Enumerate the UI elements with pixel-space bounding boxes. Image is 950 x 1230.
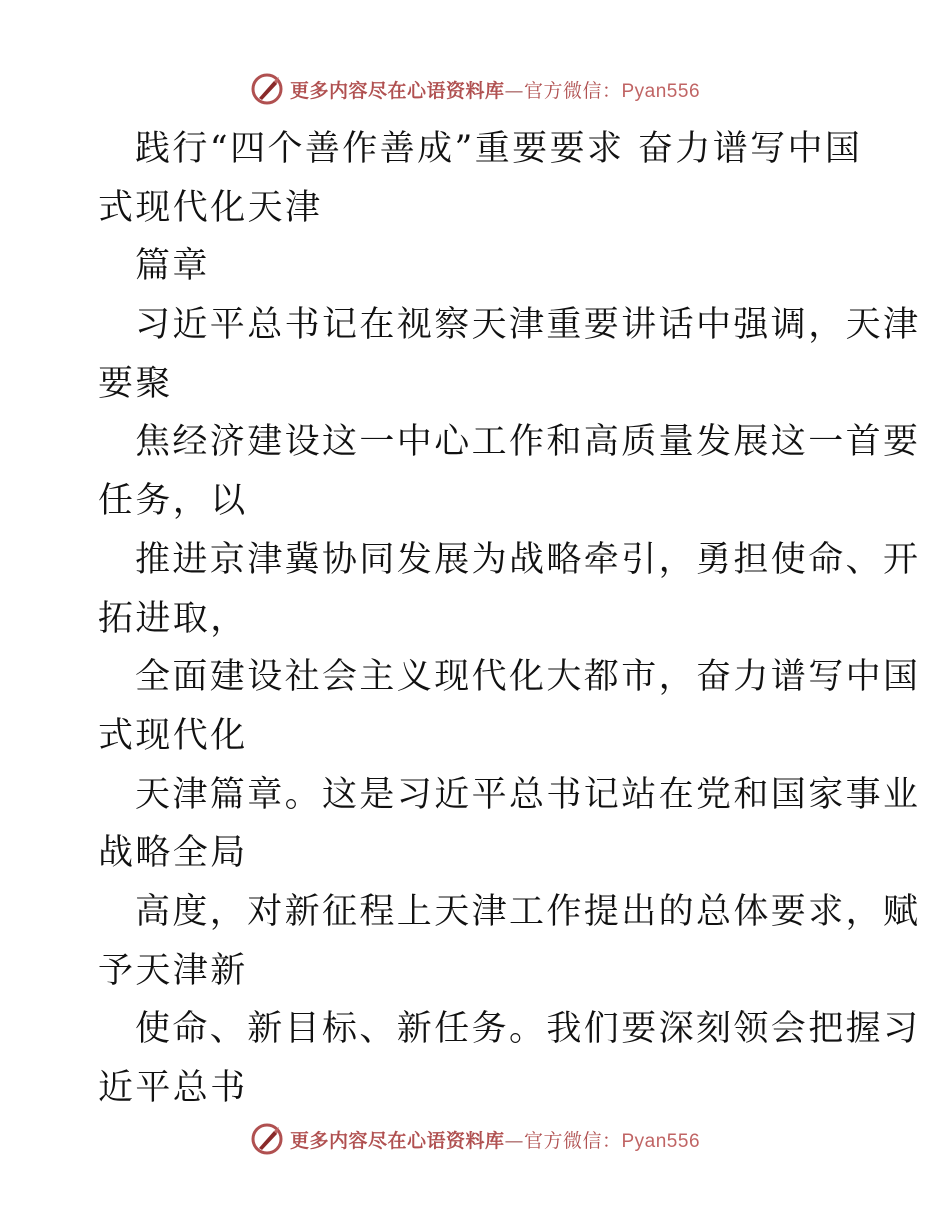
watermark-text: 更多内容尽在心语资料库—官方微信：Pyan556	[289, 1129, 701, 1152]
quill-logo-icon	[250, 72, 284, 106]
document-body	[98, 120, 921, 1118]
paragraph-line: 战略全局	[98, 833, 248, 874]
paragraph-line: 要聚	[98, 363, 173, 404]
footer-watermark	[0, 1122, 950, 1156]
header-watermark	[0, 72, 950, 106]
paragraph-line: 式现代化	[98, 715, 248, 756]
paragraph-line: 天津篇章。这是习近平总书记站在党和国家事业	[135, 774, 921, 815]
paragraph-line: 习近平总书记在视察天津重要讲话中强调，天津	[135, 305, 921, 346]
paragraph-line: 任务，以	[98, 481, 248, 522]
paragraph-line: 焦经济建设这一中心工作和高质量发展这一首要	[135, 422, 921, 463]
paragraph-line: 推进京津冀协同发展为战略牵引，勇担使命、开	[135, 539, 921, 580]
watermark-text: 更多内容尽在心语资料库—官方微信：Pyan556	[289, 79, 701, 102]
paragraph-line: 践行“四个善作善成”重要要求 奋力谱写中国	[135, 129, 863, 169]
paragraph-line: 高度，对新征程上天津工作提出的总体要求，赋	[135, 891, 921, 932]
paragraph-line: 使命、新目标、新任务。我们要深刻领会把握习	[135, 1009, 921, 1050]
paragraph-line: 拓进取，	[98, 598, 248, 639]
paragraph-line: 近平总书	[98, 1068, 248, 1108]
paragraph-line: 篇章	[135, 246, 210, 287]
paragraph-line: 式现代化天津	[98, 187, 323, 228]
paragraph-line: 全面建设社会主义现代化大都市，奋力谱写中国	[135, 657, 921, 698]
quill-logo-icon	[250, 1122, 284, 1156]
paragraph-line: 予天津新	[98, 950, 248, 991]
